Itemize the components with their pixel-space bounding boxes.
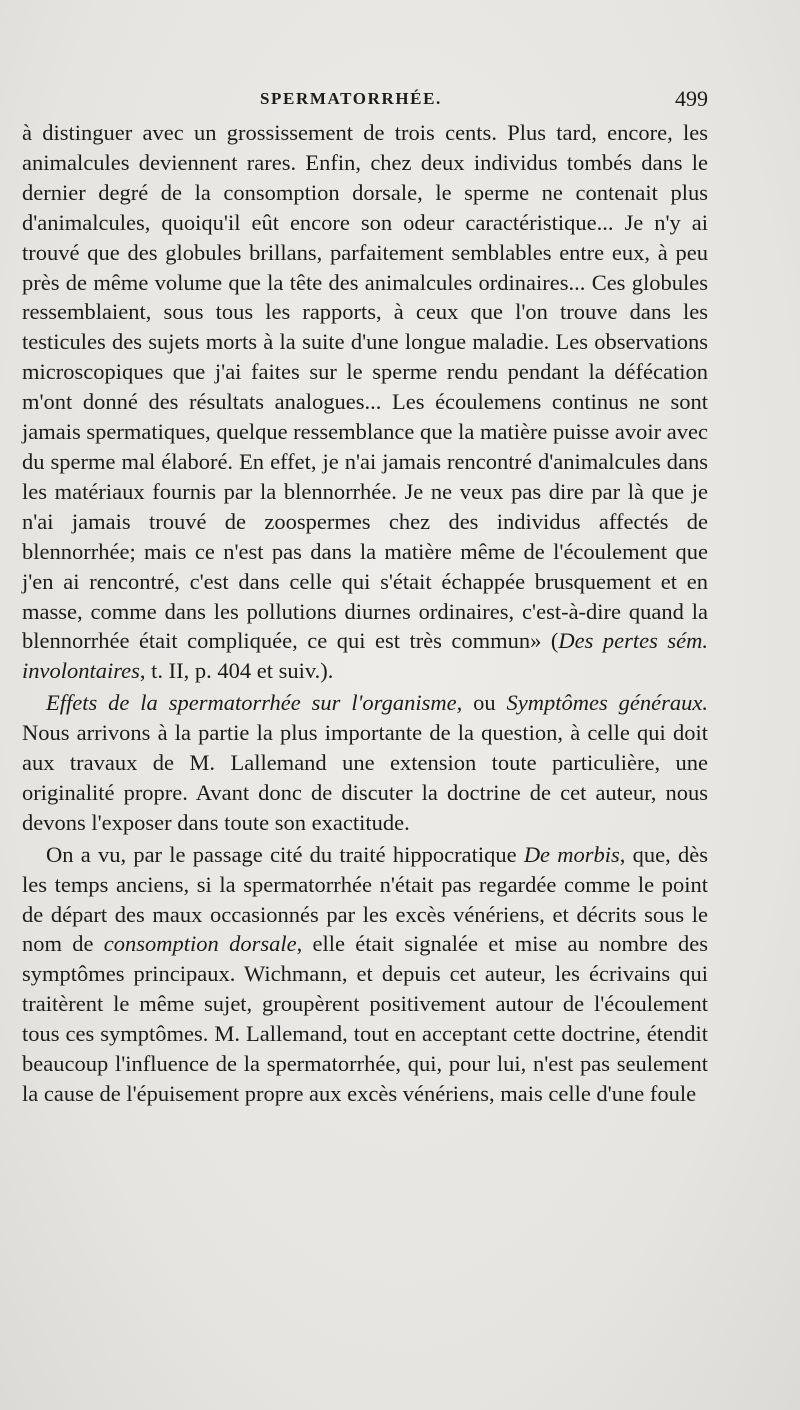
running-header: [22, 86, 708, 116]
text-segment: On a vu, par le passage cité du traité hippocratique: [46, 841, 524, 867]
work-title: De morbis: [523, 841, 620, 867]
text-segment: , elle était signalée et mise au nombre des symptômes principaux. Wichmann, et depuis cet auteur, les écrivains qui traitèrent le même sujet, groupèrent positivement autour de l'écoulement tous ces symptômes. M. Lallemand, tout en acceptant cette doctrine, étendit beaucoup l'influence de la spermatorrhée, qui, pour lui, n'est pas seulement la cause de l'épuisement propre aux excès vénériens, mais celle d'une foule: [22, 931, 708, 1106]
paragraph-effects: [22, 688, 708, 838]
paragraph-history: [22, 840, 708, 1109]
section-heading: Effets de la spermatorrhée sur l'organisme,: [46, 690, 463, 716]
section-heading-alt: Symptômes généraux.: [506, 690, 708, 716]
citation-title: Des pertes sém. involontaires: [22, 628, 708, 684]
text-segment: , que, dès les temps anciens, si la spermatorrhée n'était pas regardée comme le point de départ des maux occasionnés par les excès vénériens, et décrits sous le nom de: [22, 841, 708, 957]
running-title: SPERMATORRHÉE.: [260, 89, 442, 108]
disease-term: consomption dorsale: [103, 931, 297, 957]
paragraph-quote-continuation: [22, 118, 708, 686]
text-segment: ou: [462, 690, 507, 716]
page-number: 499: [675, 86, 708, 111]
text-segment: , t. II, p. 404 et suiv.).: [139, 658, 334, 684]
body-text: [22, 118, 708, 1109]
text-segment: à distinguer avec un grossissement de trois cents. Plus tard, encore, les animalcules deviennent rares. Enfin, chez deux individus tombés dans le dernier degré de la consomption dorsale, le sperme ne contenait plus d'animalcules, quoiqu'il eût encore son odeur caractéristique... Je n'y ai trouvé que des globules brillans, parfaitement semblables entre eux, à peu près de même volume que la tête des animalcules ordinaires... Ces globules ressemblaient, sous tous les rapports, à ceux que l'on trouve dans les testicules des sujets morts à la suite d'une longue maladie. Les observations microscopiques que j'ai faites sur le sperme rendu pendant la défécation m'ont donné des résultats analogues... Les écoulemens continus ne sont jamais spermatiques, quelque ressemblance que la matière puisse avoir avec du sperme mal élaboré. En effet, je n'ai jamais rencontré d'animalcules dans les matériaux fournis par la blennorrhée. Je ne veux pas dire par là que je n'ai jamais trouvé de zoospermes chez des individus affectés de blennorrhée; mais ce n'est pas dans la matière même de l'écoulement que j'en ai rencontré, c'est dans celle qui s'était échappée brusquement et en masse, comme dans les pollutions diurnes ordinaires, c'est-à-dire quand la blennorrhée était compliquée, ce qui est très commun» (: [22, 120, 708, 654]
text-segment: Nous arrivons à la partie la plus importante de la question, à celle qui doit aux travaux de M. Lallemand une extension toute particulière, une originalité propre. Avant donc de discuter la doctrine de cet auteur, nous devons l'exposer dans toute son exactitude.: [22, 720, 708, 835]
